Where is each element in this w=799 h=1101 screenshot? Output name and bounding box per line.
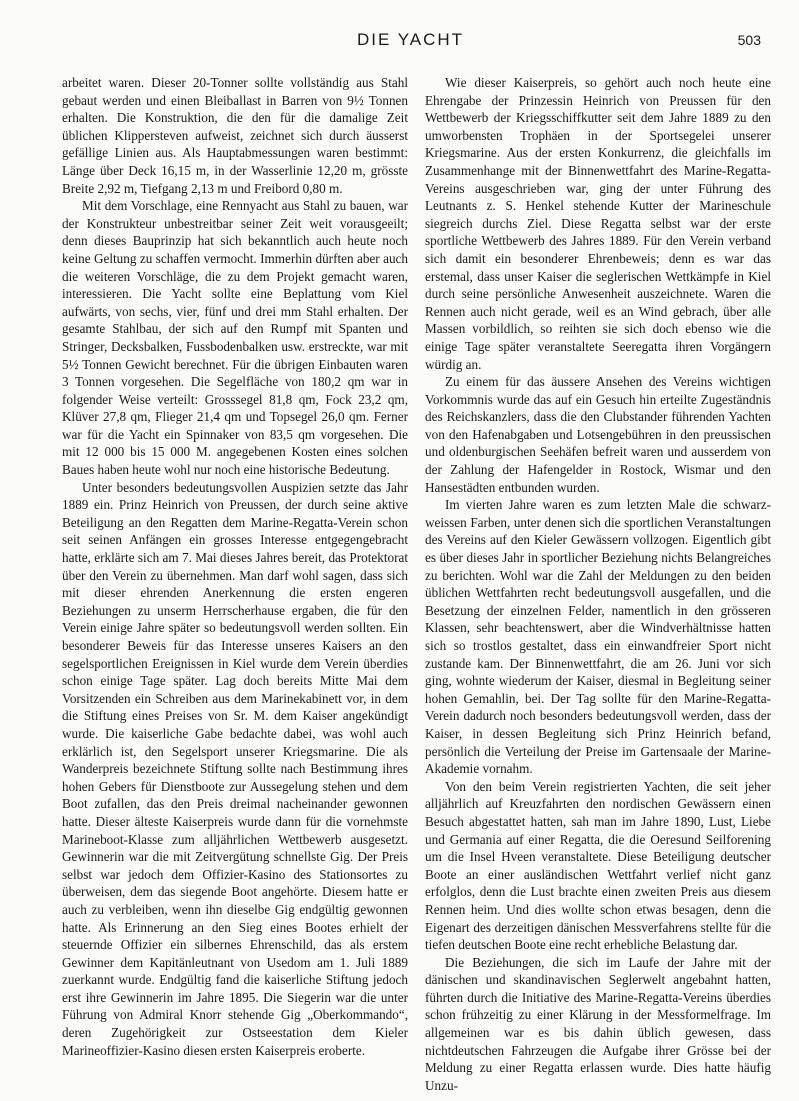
journal-title: DIE YACHT	[356, 30, 465, 49]
left-column	[62, 74, 408, 1059]
paragraph: Im vierten Jahre waren es zum letzten Male die schwarz-weissen Farben, unter denen sich die sportlichen Veranstaltungen des Vereins auf den Kieler Gewässern vollzogen. Eigentlich gibt es über dieses Jahr in sportlicher Beziehung nichts Belangreiches zu berichten. Wohl war die Zahl der Meldungen zu den beiden üblichen Wettfahrten recht bedeutungsvoll ausgefallen, und die Besetzung der einzelnen Felder, namentlich in den grösseren Klassen, sehr beachtenswert, aber die Windverhältnisse hatten sich so trostlos gestaltet, dass ein einwandfreier Sport nicht zustande kam. Der Binnenwettfahrt, die am 26. Juni vor sich ging, wohnte wiederum der Kaiser, diesmal in Begleitung seiner hohen Gemahlin, bei. Der Tag sollte für den Marine-Regatta-Verein dadurch noch besonders bedeutungsvoll werden, dass der Kaiser, in dessen Begleitung sich Prinz Heinrich befand, persönlich die Verteilung der Preise im Gartensaale der Marine-Akademie vornahm.	[425, 497, 771, 777]
paragraph: Die Beziehungen, die sich im Laufe der Jahre mit der dänischen und skandinavischen Seglerwelt angebahnt hatten, führten durch die Initiative des Marine-Regatta-Vereins überdies schon frühzeitig zu einer Klärung in der Messformelfrage. Im allgemeinen war es bis dahin üblich gewesen, dass nichtdeutschen Fahrzeugen die Aufgabe ihrer Grösse bei der Meldung zu einer Regatta erlassen wurde. Dies hatte häufig Unzu-	[425, 954, 771, 1093]
paragraph: Zu einem für das äussere Ansehen des Vereins wichtigen Vorkommnis wurde das auf ein Gesuch hin erteilte Zugeständnis des Reichskanzlers, dass die den Clubstander führenden Yachten von den Hafenabgaben und Lotsengebühren in den preussischen und oldenburgischen Seehäfen befreit waren und ausserdem von der Zahlung der Hafengelder in Rostock, Wismar und den Hansestädten entbunden wurden.	[425, 374, 771, 495]
running-head	[60, 30, 761, 56]
paragraph: Wie dieser Kaiserpreis, so gehört auch noch heute eine Ehrengabe der Prinzessin Heinrich von Preussen für den Wettbewerb der Kriegsschiffkutter seit dem Jahre 1889 zu den umworbensten Trophäen in der Sportsegelei unserer Kriegsmarine. Aus der ersten Konkurrenz, die gleichfalls im Zusammenhange mit der Binnenwettfahrt des Marine-Regatta-Vereins ausgeschrieben war, ging der unter Führung des Leutnants z. S. Henkel stehende Kutter der Marineschule siegreich durchs Ziel. Diese Regatta selbst war der erste sportliche Wettbewerb des Jahres 1889. Für den Verein verband sich damit ein besonderer Ehrenbeweis; denn es war das erstemal, dass unser Kaiser die seglerischen Wettkämpfe in Kiel durch seine persönliche Anwesenheit auszeichnete. Waren die Rennen auch nicht gerade, weil es an Wind gebrach, über alle Massen vorbildlich, so reihten sie sich doch ebenso wie die einige Tage später veranstaltete Seeregatta ihren Vorgängern würdig an.	[425, 75, 771, 372]
paragraph: Unter besonders bedeutungsvollen Auspizien setzte das Jahr 1889 ein. Prinz Heinrich von Preussen, der durch seine aktive Beteiligung an den Regatten dem Marine-Regatta-Verein schon seit seinen Anfängen ein grosses Interesse entgegengebracht hatte, erklärte sich am 7. Mai dieses Jahres bereit, das Protektorat über den Verein zu übernehmen. Man darf wohl sagen, dass sich mit dieser ehrenden Anerkennung die ersten engeren Beziehungen zu unserm Herrscherhause ergaben, die für den Verein einige Jahre später so bedeutungsvoll werden sollten. Ein besonderer Beweis für das Interesse unseres Kaisers an den segelsportlichen Ereignissen in Kiel wurde dem Verein überdies schon einige Tage später. Lag doch bereits Mitte Mai dem Vorsitzenden ein Schreiben aus dem Marinekabinett vor, in dem die Stiftung eines Preises von Sr. M. dem Kaiser angekündigt wurde. Die kaiserliche Gabe bedachte dabei, was wohl auch erklärlich ist, den Segelsport unserer Kriegsmarine. Die als Wanderpreis bezeichnete Stiftung sollte nach Bestimmung ihres hohen Gebers für Dienstboote zur Aussegelung stehen und dem Boot zufallen, das den Preis dreimal nacheinander gewonnen hatte. Dieser älteste Kaiserpreis wurde dann für die vornehmste Marineboot-Klasse zum alljährlichen Wettbewerb ausgesetzt. Gewinnerin war die mit Zeitvergütung schnellste Gig. Der Preis selbst war jedoch dem Offizier-Kasino des Stationsortes zu überweisen, dem das siegende Boot angehörte. Diesem hatte er auch zu verbleiben, wenn ihn dieselbe Gig endgültig gewonnen hatte. Als Erinnerung an den Sieg eines Bootes erhielt der steuernde Offizier ein silbernes Ehrenschild, das als erstem Gewinner dem Kapitänleutnant von Usedom am 1. Juli 1889 zuerkannt wurde. Endgültig fand die kaiserliche Stiftung jedoch erst ihre Gewinnerin im Jahre 1895. Die Siegerin war die unter Führung von Admiral Knorr stehende Gig „Oberkommando“, deren Zugehörigkeit zur Ostseestation dem Kieler Marineoffizier-Kasino diesen ersten Kaiserpreis eroberte.	[62, 479, 408, 1058]
right-column	[425, 74, 771, 1094]
paragraph: arbeitet waren. Dieser 20-Tonner sollte vollständig aus Stahl gebaut werden und einen Bleiballast in Barren von 9½ Tonnen erhalten. Die Konstruktion, die den für die damalige Zeit üblichen Klippersteven aufweist, zeichnet sich durch äusserst gefällige Linien aus. Als Hauptabmessungen waren bestimmt: Länge über Deck 16,15 m, in der Wasserlinie 12,20 m, grösste Breite 2,92 m, Tiefgang 2,13 m und Freibord 0,80 m.	[62, 75, 408, 196]
paragraph: Mit dem Vorschlage, eine Rennyacht aus Stahl zu bauen, war der Konstrukteur unbestreitbar seiner Zeit weit vorausgeeilt; denn dieses Bauprinzip hat sich bekanntlich auch heute noch keine Geltung zu schaffen vermocht. Immerhin dürften aber auch die weiteren Vorschläge, die zu dem Projekt gemacht waren, interessieren. Die Yacht sollte eine Beplattung vom Kiel aufwärts, von sechs, vier, fünf und drei mm Stahl erhalten. Der gesamte Stahlbau, der sich auf den Rumpf mit Spanten und Stringer, Decksbalken, Fussbodenbalken usw. erstreckte, war mit 5½ Tonnen Gewicht berechnet. Für die übrigen Einbauten waren 3 Tonnen vorgesehen. Die Segelfläche von 180,2 qm war in folgender Weise verteilt: Grosssegel 81,8 qm, Fock 23,2 qm, Klüver 27,8 qm, Flieger 21,4 qm und Topsegel 26,0 qm. Ferner war für die Yacht ein Spinnaker von 83,5 qm vorgesehen. Die mit 12 000 bis 15 000 M. angegebenen Kosten eines solchen Baues haben heute wohl nur noch eine historische Bedeutung.	[62, 198, 408, 478]
page-number: 503	[737, 32, 761, 48]
paragraph: Von den beim Verein registrierten Yachten, die seit jeher alljährlich auf Kreuzfahrten den nordischen Gewässern einen Besuch abgestattet hatten, sah man im Jahre 1890, Lust, Liebe und Germania auf einer Regatta, die die Oeresund Seilforening um die Insel Hveen veranstaltete. Diese Beteiligung deutscher Boote an einer ausländischen Wettfahrt verlief nicht ganz erfolglos, denn die Lust brachte einen zweiten Preis aus diesem Rennen heim. Und dies wollte schon etwas besagen, denn die Eigenart des derzeitigen dänischen Messverfahrens stellte für die tiefen deutschen Boote eine recht erhebliche Belastung dar.	[425, 778, 771, 953]
